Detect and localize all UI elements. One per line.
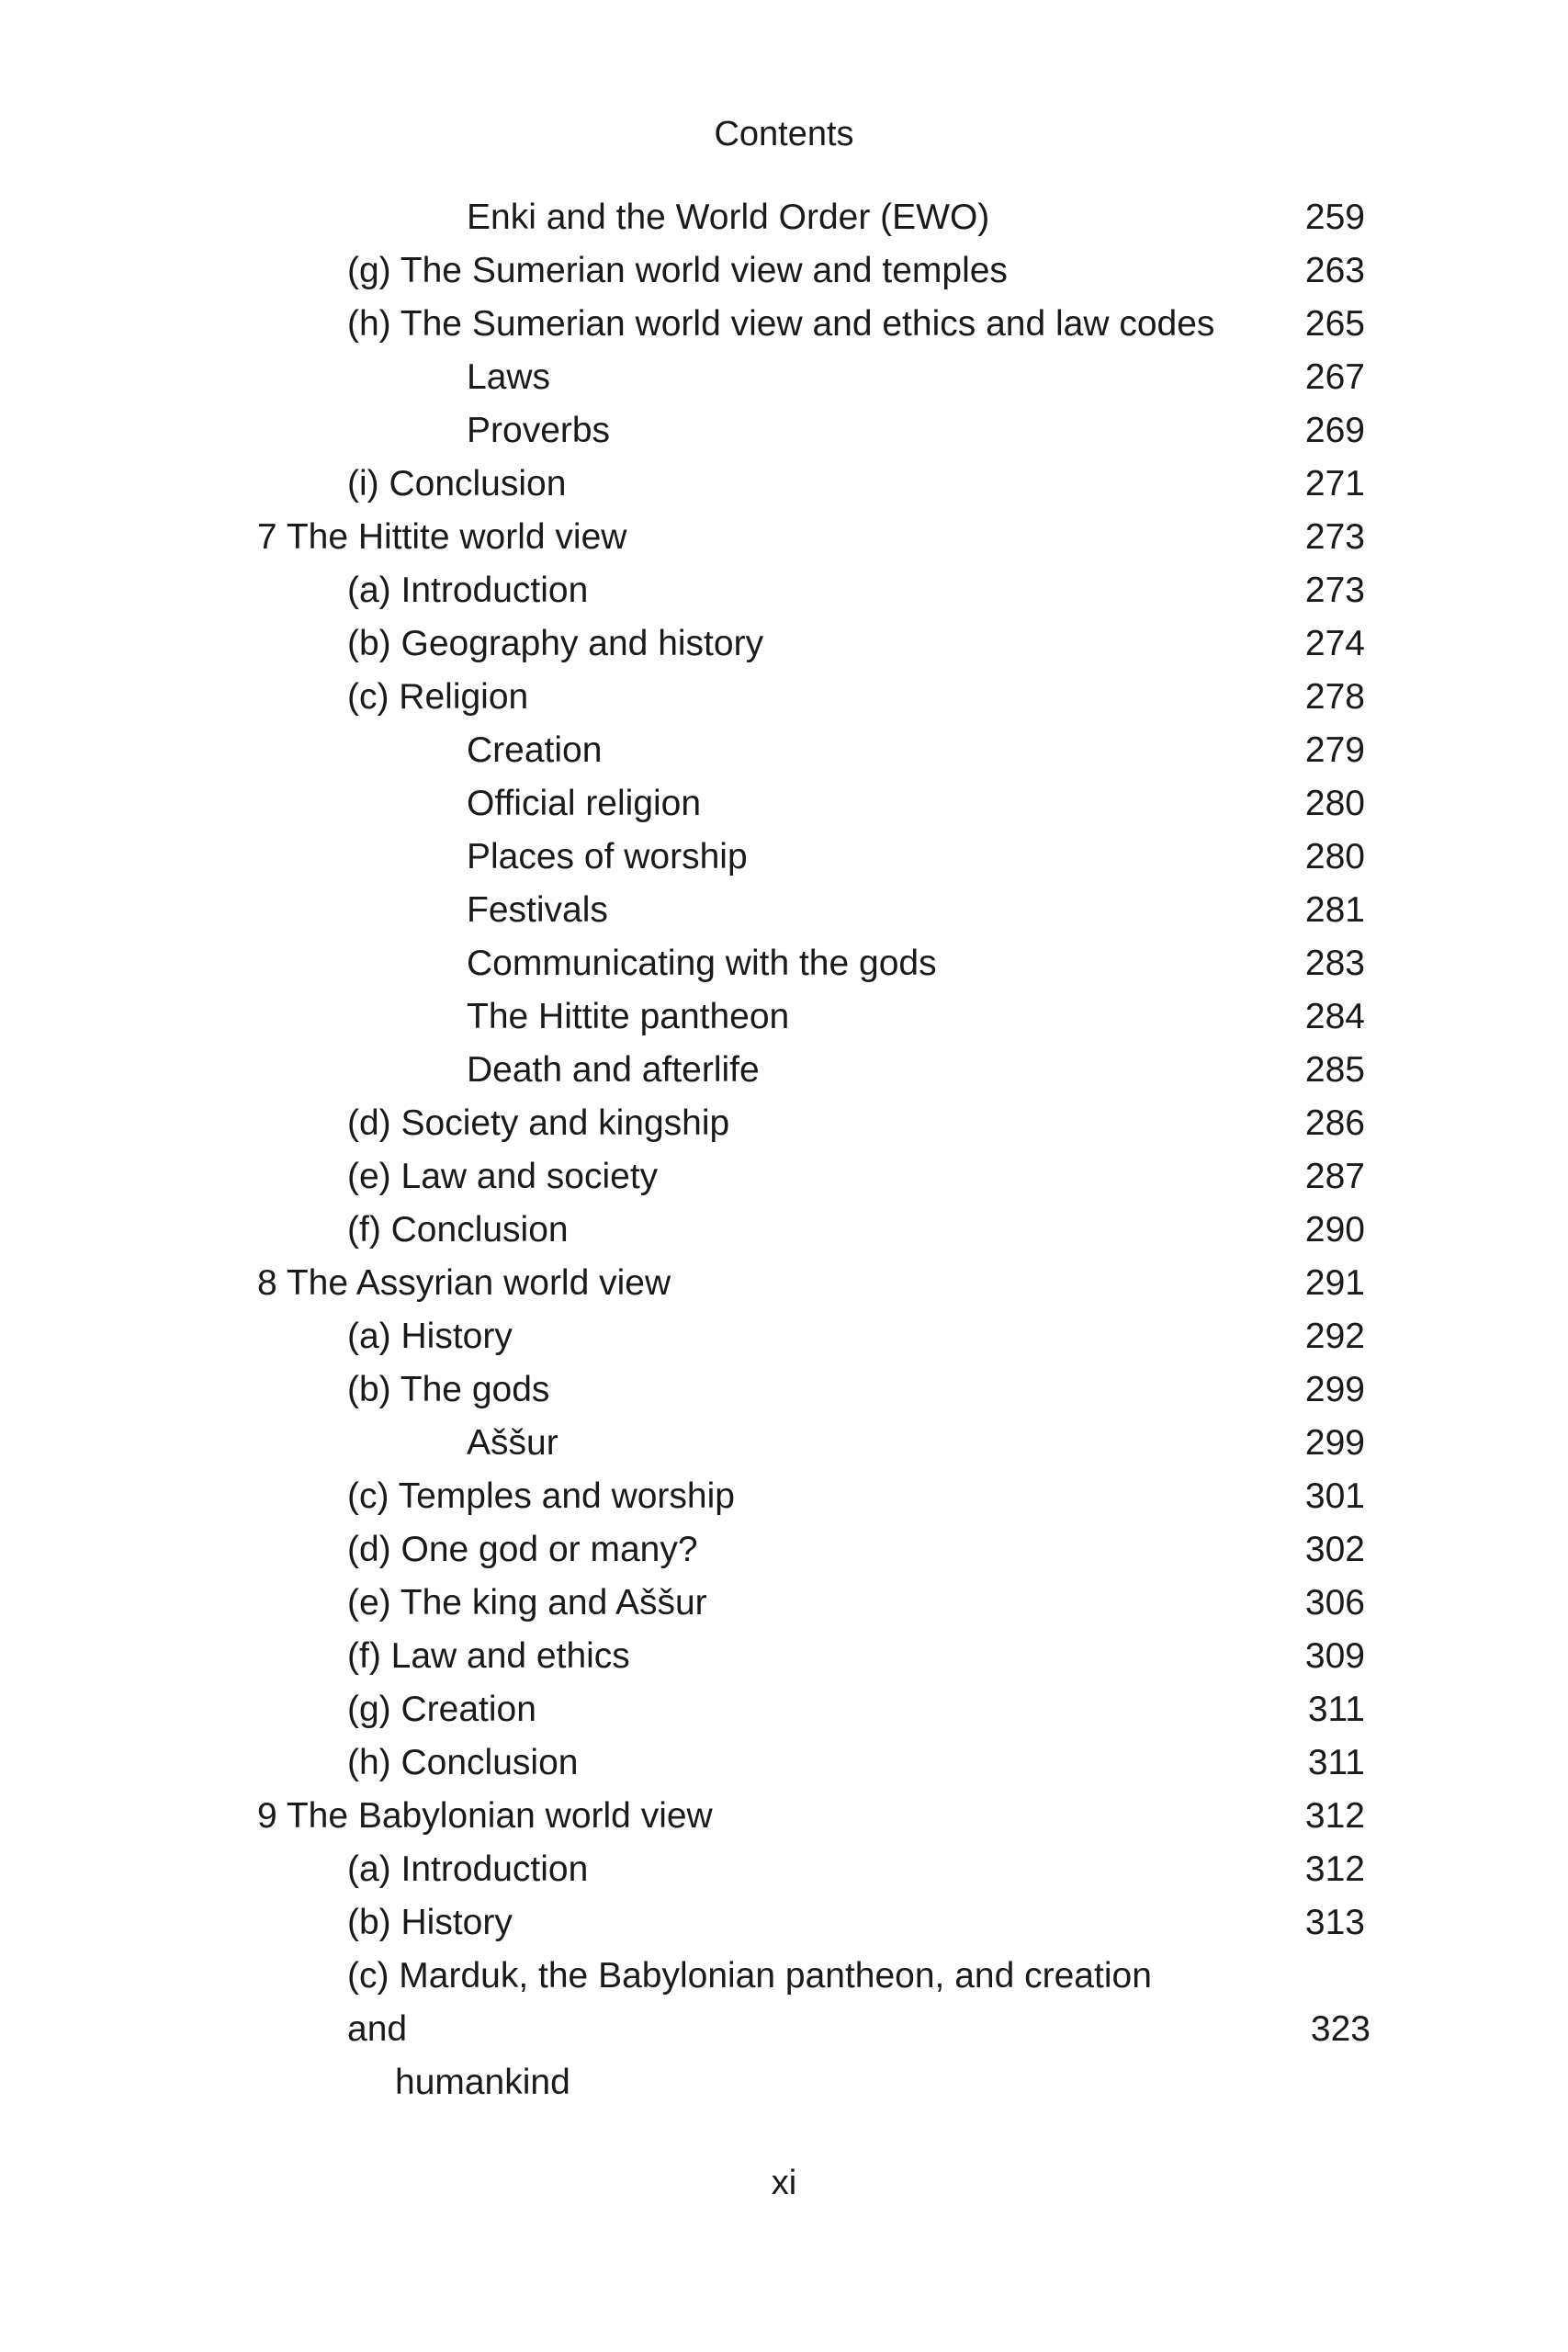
toc-entry-title: Communicating with the gods (467, 944, 937, 983)
toc-entry-page: 287 (1304, 1157, 1365, 1196)
toc-entry (0, 1204, 1568, 1257)
toc-entry-page: 306 (1304, 1583, 1365, 1623)
toc-entry-title: (h) Conclusion (347, 1743, 579, 1782)
toc-entry-title: Proverbs (467, 411, 611, 450)
toc-entry (0, 671, 1568, 724)
toc-entry-title: (c) Religion (347, 677, 529, 717)
toc-entry-title: Enki and the World Order (EWO) (467, 198, 990, 237)
toc-entry (0, 724, 1568, 777)
toc-entry (0, 1417, 1568, 1470)
toc-entry-title: Festivals (467, 890, 608, 930)
toc-entry-page: 267 (1304, 357, 1365, 397)
toc-entry-page: 311 (1307, 1690, 1365, 1729)
toc-entry-title: 9 The Babylonian world view (257, 1796, 713, 1836)
toc-entry (0, 1044, 1568, 1097)
toc-entry (0, 1736, 1568, 1790)
toc-entry (0, 191, 1568, 244)
toc-entry-page: 271 (1304, 464, 1365, 503)
toc-entry-page: 259 (1304, 198, 1365, 237)
toc-entry-page: 269 (1304, 411, 1365, 450)
toc-entry (0, 831, 1568, 884)
toc-entry-page: 280 (1304, 837, 1365, 876)
toc-entry-title: (c) Temples and worship (347, 1476, 735, 1516)
toc-entry-page: 286 (1304, 1103, 1365, 1143)
toc-entry-title: (a) History (347, 1317, 513, 1356)
toc-entry-title: (f) Conclusion (347, 1210, 569, 1250)
toc-entry-page: 323 (1310, 2009, 1371, 2049)
toc-entry-title: Places of worship (467, 837, 748, 876)
toc-entry-page: 284 (1304, 997, 1365, 1036)
toc-entry-title: Aššur (467, 1423, 558, 1463)
toc-entry (0, 777, 1568, 831)
toc-entry-title: (i) Conclusion (347, 464, 567, 503)
toc-entry-page: 273 (1304, 517, 1365, 557)
toc-entry-page: 278 (1304, 677, 1365, 717)
toc-entry-page: 309 (1304, 1636, 1365, 1676)
toc-entry-title: (f) Law and ethics (347, 1636, 630, 1676)
toc-entry-page: 283 (1304, 944, 1365, 983)
toc-entry-title: (d) Society and kingship (347, 1103, 730, 1143)
toc-entry (0, 298, 1568, 351)
toc-entry (0, 1577, 1568, 1630)
toc-entry (0, 1896, 1568, 1950)
toc-entry (0, 1470, 1568, 1523)
toc-entry-title: Official religion (467, 784, 702, 823)
toc-entry-page: 302 (1304, 1530, 1365, 1569)
toc-entry-title-line1: (c) Marduk, the Babylonian pantheon, and creation and (347, 1956, 1152, 2049)
toc-entry-title (347, 1950, 1220, 2109)
toc-entry-page: 279 (1304, 730, 1365, 770)
toc-entry (0, 1843, 1568, 1896)
toc-entry-title: (e) The king and Aššur (347, 1583, 707, 1623)
toc-entry (0, 458, 1568, 511)
toc-entry-title-line2: humankind (395, 2063, 570, 2102)
toc-entry-page: 281 (1304, 890, 1365, 930)
toc-entry-page: 290 (1304, 1210, 1365, 1250)
page-number: xi (771, 2164, 797, 2202)
toc-entry-page: 301 (1304, 1476, 1365, 1516)
toc-entry-page: 313 (1304, 1903, 1365, 1942)
toc-entry (0, 511, 1568, 564)
toc-entry-title: Death and afterlife (467, 1050, 760, 1090)
toc-entry-page: 280 (1304, 784, 1365, 823)
toc-entry-page: 263 (1304, 251, 1365, 290)
toc-entry-title: (d) One god or many? (347, 1530, 698, 1569)
toc-entry-page: 299 (1304, 1423, 1365, 1463)
toc-entry (0, 564, 1568, 617)
toc-entry-title: (a) Introduction (347, 571, 589, 610)
toc-entry (0, 1950, 1568, 2102)
toc-entry (0, 1310, 1568, 1363)
toc-entry (0, 1363, 1568, 1417)
toc-entry-title: (e) Law and society (347, 1157, 659, 1196)
toc-entry (0, 1150, 1568, 1204)
toc-entry (0, 990, 1568, 1044)
toc-entry-page: 285 (1304, 1050, 1365, 1090)
toc-entry-title: (g) Creation (347, 1690, 536, 1729)
toc-entry-title: (b) The gods (347, 1370, 550, 1409)
toc-entry (0, 1683, 1568, 1736)
toc-entry-title: (h) The Sumerian world view and ethics and law codes (347, 304, 1215, 344)
toc-entry-title: (a) Introduction (347, 1849, 589, 1889)
toc-entry-title: (b) Geography and history (347, 624, 764, 663)
toc-entry-title: Laws (467, 357, 551, 397)
toc-entry (0, 1523, 1568, 1577)
toc-entry-page: 291 (1304, 1263, 1365, 1303)
toc-entry (0, 1097, 1568, 1150)
toc-entry-title: (g) The Sumerian world view and temples (347, 251, 1008, 290)
toc-entry-page: 273 (1304, 571, 1365, 610)
toc-entry-title: The Hittite pantheon (467, 997, 790, 1036)
toc-entry-title: Creation (467, 730, 603, 770)
toc-entry-title: 7 The Hittite world view (257, 517, 627, 557)
toc-entry-page: 312 (1304, 1849, 1365, 1889)
toc-entry (0, 351, 1568, 404)
toc-entry (0, 1630, 1568, 1683)
toc-entry-page: 265 (1304, 304, 1365, 344)
toc-entry-title: (b) History (347, 1903, 513, 1942)
toc-entry-page: 274 (1304, 624, 1365, 663)
toc-entry (0, 1790, 1568, 1843)
toc-entry-page: 292 (1304, 1317, 1365, 1356)
running-head: Contents (714, 115, 854, 153)
toc-entry (0, 937, 1568, 990)
toc-entry-page: 299 (1304, 1370, 1365, 1409)
toc-entry (0, 617, 1568, 671)
toc-entry (0, 244, 1568, 298)
toc-entry (0, 404, 1568, 458)
toc-entry (0, 884, 1568, 937)
toc-entry (0, 1257, 1568, 1310)
toc-entry-title: 8 The Assyrian world view (257, 1263, 671, 1303)
toc-entry-page: 312 (1304, 1796, 1365, 1836)
toc-entry-page: 311 (1307, 1743, 1365, 1782)
